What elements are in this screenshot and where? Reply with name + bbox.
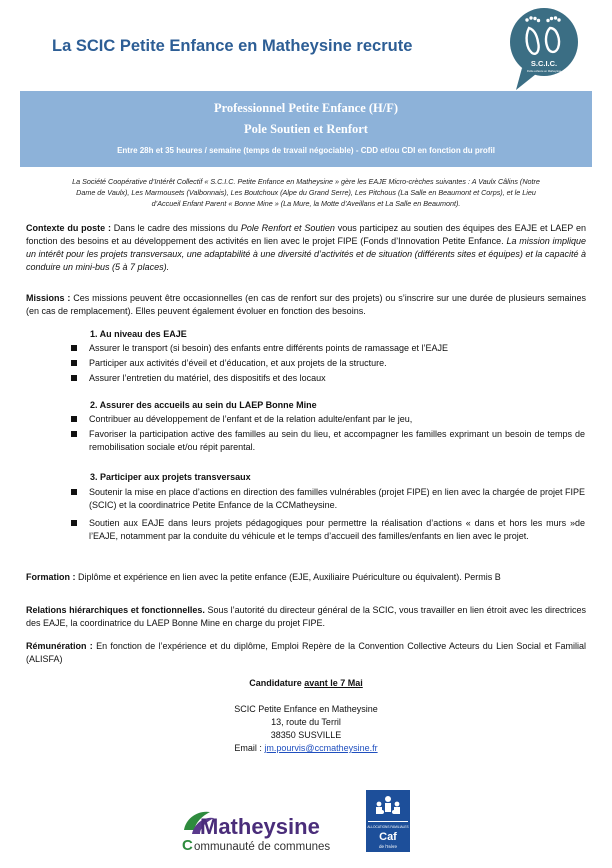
- intro-line-2: Dame de Vaulx), Les Marmousets (Valbonnais), Les Boutchoux (Alpe du Grand Serre), Les Pitchous (La Salle en Beaumont et Corps), et le Lieu: [76, 188, 536, 197]
- intro-text: [30, 176, 582, 209]
- caf-brand: Caf: [379, 831, 397, 843]
- relations-label: Relations hiérarchiques et fonctionnelles.: [26, 605, 205, 615]
- section-1-title: 1. Au niveau des EAJE: [90, 329, 187, 339]
- relations-text: Sous l’autorité du directeur général de la SCIC, vous travailler en lien étroit avec les directrices des EAJE, la coordinatrice du LAEP Bonne Mine en charge du projet FIPE.: [26, 605, 586, 628]
- intro-line-1: La Société Coopérative d’Intérêt Collectif « S.C.I.C. Petite Enfance en Matheysine » gère les EAJE Micro-crèches suivantes : A Vaulx Câlins (Notre: [72, 177, 540, 186]
- relations-paragraph: [26, 604, 586, 630]
- intro-line-3: d’Accueil Enfant Parent « Bonne Mine » (La Mure, la Motte d’Aveillans et La Salle en Beaumont).: [151, 199, 461, 208]
- contexte-label: Contexte du poste :: [26, 223, 111, 233]
- matheysine-initial: C: [182, 837, 193, 854]
- address-city: 38350 SUSVILLE: [270, 730, 342, 740]
- caf-top-text: ALLOCATIONS FAMILIALES: [367, 825, 409, 829]
- job-pole: Pole Soutien et Renfort: [244, 122, 368, 136]
- missions-text: Ces missions peuvent être occasionnelles (en cas de renfort sur des projets) ou s’inscrire sur une durée de plusieurs semaines (en cas de remplacement). Elles peuvent également évoluer en fonction des besoins.: [26, 293, 587, 316]
- list-item: Soutien aux EAJE dans leurs projets pédagogiques pour permettre la réalisation d’actions « dans et hors les murs »de l’EAJE, notamment par la conduite du véhicule et le temps d’accueil des familles/enfants en lien avec le projet.: [71, 517, 585, 543]
- scic-logo: [506, 6, 582, 94]
- email-label: Email :: [234, 743, 265, 753]
- list-item: Contribuer au développement de l’enfant et de la relation adulte/enfant par le jeu,: [71, 413, 585, 426]
- list-item: Favoriser la participation active des familles au sein du lieu, et accompagner les familles exprimant un besoin de temps de remobilisation sociale et/ou répit parental.: [71, 428, 585, 454]
- contexte-text-2: vous participez au soutien des équipes des EAJE et LAEP en fonction des besoins et au développement des activités en lien avec le projet FIPE (Fonds d’Innovation Petite Enfance.: [26, 223, 586, 246]
- missions-paragraph: [26, 292, 586, 318]
- address-email-line: [0, 742, 612, 754]
- remuneration-label: Rémunération :: [26, 641, 93, 651]
- candidature-line: [0, 677, 612, 689]
- list-item: Participer aux activités d’éveil et d’éducation, et aux projets de la structure.: [71, 357, 585, 370]
- list-item: Assurer l’entretien du matériel, des dispositifs et des locaux: [71, 372, 585, 385]
- job-title: Professionnel Petite Enfance (H/F): [213, 101, 399, 115]
- email-link[interactable]: jm.pourvis@ccmatheysine.fr: [264, 743, 378, 753]
- matheysine-logo: [180, 800, 332, 856]
- scic-logo-text: S.C.I.C.: [530, 59, 558, 68]
- contexte-text-1: Dans le cadre des missions du: [110, 223, 241, 233]
- candidature-prefix: Candidature: [249, 678, 305, 688]
- formation-paragraph: [26, 571, 586, 584]
- formation-text: Diplôme et expérience en lien avec la petite enfance (EJE, Auxiliaire Puériculture ou équivalent). Permis B: [75, 572, 501, 582]
- address-street: 13, route du Terril: [271, 717, 341, 727]
- address-name: SCIC Petite Enfance en Matheysine: [234, 704, 378, 714]
- job-hours: Entre 28h et 35 heures / semaine (temps de travail négociable) - CDD et/ou CDI en fonction du profil: [117, 146, 495, 155]
- matheysine-sub: ommunauté de communes: [194, 841, 331, 853]
- matheysine-word: Matheysine: [200, 814, 320, 839]
- contexte-pole: Pole Renfort et Soutien: [240, 223, 335, 233]
- section-3-title: 3. Participer aux projets transversaux: [90, 472, 251, 482]
- missions-label: Missions :: [26, 293, 71, 303]
- formation-label: Formation :: [26, 572, 76, 582]
- contexte-text-3: La mission implique un intérêt pour les projets transversaux, une adaptabilité à une diversité d’activités et de situation (différents sites et équipes) et la capacité à conduire un mini-bus (5 à 7 places).: [26, 236, 586, 272]
- caf-logo: [366, 790, 410, 852]
- page-title: La SCIC Petite Enfance en Matheysine recrute: [52, 37, 413, 55]
- contexte-paragraph: [26, 222, 586, 274]
- list-item: Assurer le transport (si besoin) des enfants entre différents points de ramassage et l’EAJE: [71, 342, 585, 355]
- scic-logo-subtext: Petite enfance en Matheysine: [526, 70, 562, 73]
- candidature-deadline: avant le 7 Mai: [304, 678, 363, 688]
- section-2-title: 2. Assurer des accueils au sein du LAEP Bonne Mine: [90, 400, 317, 410]
- remuneration-paragraph: [26, 640, 586, 666]
- caf-sub: de l'Isère: [378, 844, 398, 849]
- list-item: Soutenir la mise en place d’actions en direction des familles vulnérables (projet FIPE) en lien avec la chargée de projet FIPE (SCIC) et la coordinatrice Petite Enfance de la CCMatheysine.: [71, 486, 585, 512]
- job-banner: [20, 91, 592, 167]
- remuneration-text: En fonction de l’expérience et du diplôme, Emploi Repère de la Convention Collective Acteurs du Lien Social et Familial (ALISFA): [26, 641, 586, 664]
